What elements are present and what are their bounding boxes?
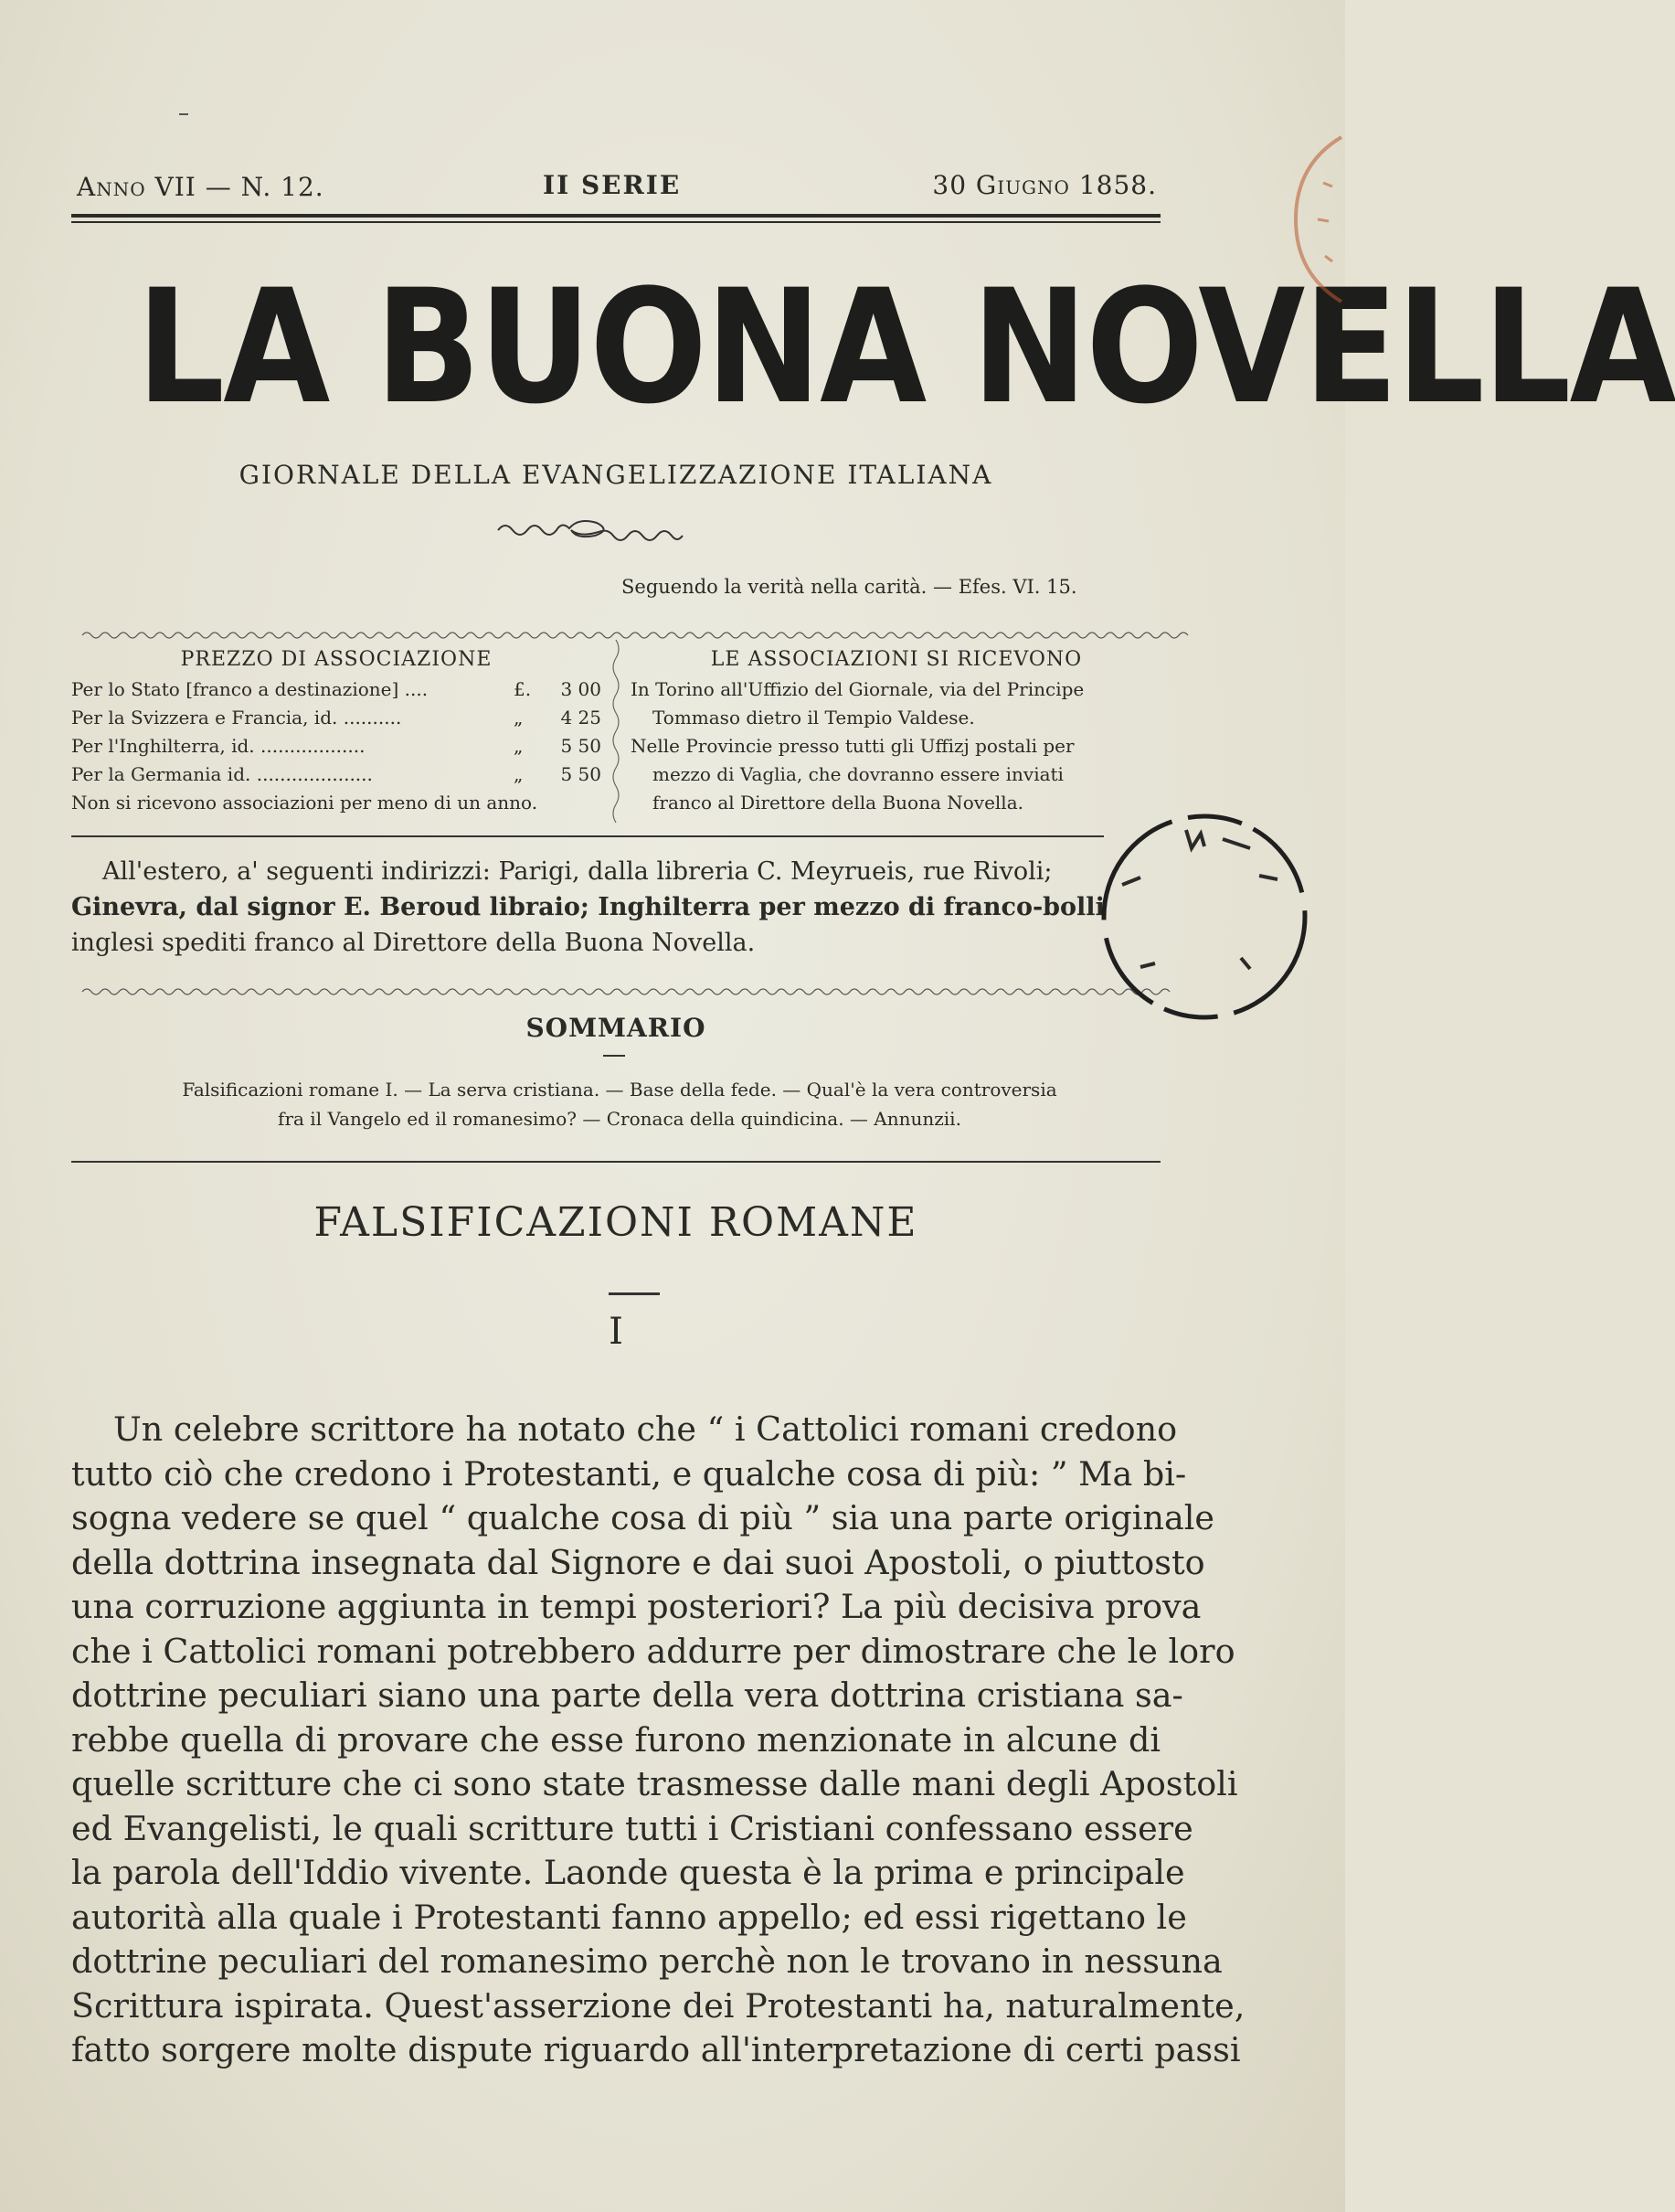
article-section-number: I: [609, 1311, 623, 1353]
issue-header: [71, 170, 1161, 207]
subscription-rule: [71, 835, 1104, 837]
body-line: Scrittura ispirata. Quest'asserzione dei Protestanti ha, naturalmente,: [71, 1985, 1246, 2026]
body-line: dottrine peculiari del romanesimo perchè non le trovano in nessuna: [71, 1941, 1223, 1981]
price-row: Per lo Stato [franco a destinazione] .... £. 3 00: [71, 678, 601, 700]
body-line: autorità alla quale i Protestanti fanno appello; ed essi rigettano le: [71, 1897, 1187, 1937]
body-line: fatto sorgere molte dispute riguardo all'interpretazione di certi passi: [71, 2030, 1241, 2069]
price-row: Per l'Inghilterra, id. .................. „ 5 50: [71, 735, 601, 757]
foreign-addresses: [71, 854, 1104, 961]
abroad-line: Ginevra, dal signor E. Beroud libraio; Inghilterra per mezzo di franco-bolli: [71, 893, 1105, 921]
body-line: sogna vedere se quel “ qualche cosa di più ” sia una parte originale: [71, 1498, 1215, 1537]
receive-line: Nelle Provincie presso tutti gli Uffizj postali per: [631, 735, 1075, 757]
abroad-line: All'estero, a' seguenti indirizzi: Parigi, dalla libreria C. Meyrueis, rue Rivoli;: [102, 857, 1053, 886]
body-line: dottrine peculiari siano una parte della vera dottrina cristiana sa-: [71, 1675, 1183, 1715]
body-line: che i Cattolici romani potrebbero addurre per dimostrare che le loro: [71, 1631, 1235, 1671]
price-row: Per la Germania id. .................... „ 5 50: [71, 763, 601, 785]
postal-stamp-mark: [1086, 793, 1323, 1040]
body-line: una corruzione aggiunta in tempi posteriori? La più decisiva prova: [71, 1587, 1202, 1626]
summary-heading: SOMMARIO: [525, 1013, 706, 1043]
subscription-offices: [631, 645, 1162, 817]
receive-heading: LE ASSOCIAZIONI SI RICEVONO: [710, 648, 1083, 671]
issue-number: Anno VII — N. 12.: [77, 172, 324, 202]
article-title-rule: [609, 1292, 660, 1295]
article-title: FALSIFICAZIONI ROMANE: [313, 1199, 918, 1246]
body-line: della dottrina insegnata dal Signore e dai suoi Apostoli, o piuttosto: [71, 1542, 1205, 1582]
price-heading: PREZZO DI ASSOCIAZIONE: [180, 648, 493, 671]
ink-mark: [179, 113, 188, 115]
price-note: Non si ricevono associazioni per meno di un anno.: [71, 792, 538, 814]
header-double-rule: [71, 214, 1161, 223]
column-brace-divider: [609, 640, 623, 823]
price-table: [71, 645, 601, 817]
summary-line: fra il Vangelo ed il romanesimo? — Cronaca della quindicina. — Annunzii.: [278, 1108, 961, 1130]
summary-dash: [603, 1055, 625, 1057]
abroad-line: inglesi spediti franco al Direttore della Buona Novella.: [71, 929, 756, 957]
motto: Seguendo la verità nella carità. — Efes. VI. 15.: [621, 576, 1077, 598]
newspaper-subtitle: GIORNALE DELLA EVANGELIZZAZIONE ITALIANA: [239, 460, 993, 490]
body-line: quelle scritture che ci sono state trasmesse dalle mani degli Apostoli: [71, 1764, 1238, 1803]
article-body: [71, 1408, 1246, 2073]
wavy-rule-bottom: [82, 985, 1151, 998]
body-line: la parola dell'Iddio vivente. Laonde questa è la prima e principale: [71, 1853, 1185, 1892]
newspaper-title: LA BUONA NOVELLA: [136, 255, 1675, 439]
receive-line: Tommaso dietro il Tempio Valdese.: [652, 707, 975, 728]
red-stamp-mark: [1277, 128, 1345, 311]
summary-line: Falsificazioni romane I. — La serva cristiana. — Base della fede. — Qual'è la vera controversia: [182, 1079, 1057, 1101]
receive-line: In Torino all'Uffizio del Giornale, via del Principe: [631, 678, 1085, 700]
series-label: II SERIE: [543, 170, 682, 200]
price-row: Per la Svizzera e Francia, id. .......... „ 4 25: [71, 707, 601, 728]
body-line: rebbe quella di provare che esse furono menzionate in alcune di: [71, 1719, 1161, 1760]
body-line: tutto ciò che credono i Protestanti, e qualche cosa di più: ” Ma bi-: [71, 1453, 1187, 1494]
receive-line: mezzo di Vaglia, che dovranno essere inviati: [652, 763, 1064, 785]
receive-line: franco al Direttore della Buona Novella.: [652, 792, 1023, 814]
body-line: ed Evangelisti, le quali scritture tutti i Cristiani confessano essere: [71, 1808, 1193, 1848]
body-line: Un celebre scrittore ha notato che “ i Cattolici romani credono: [113, 1409, 1178, 1449]
issue-date: 30 Giugno 1858.: [932, 170, 1157, 200]
summary-rule: [71, 1161, 1161, 1163]
summary-text: [90, 1075, 1150, 1133]
flourish-ornament: [493, 512, 740, 545]
